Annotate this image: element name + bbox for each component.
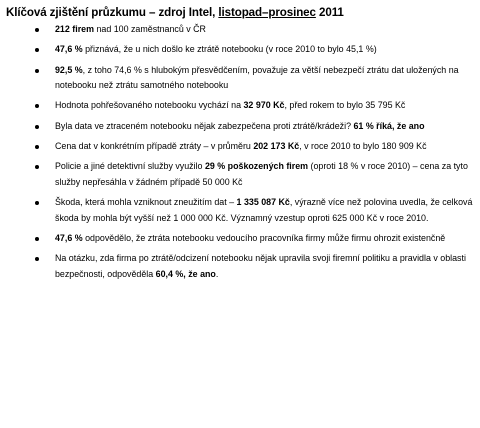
finding-text: Škoda, která mohla vzniknout zneužitím dat – [55,197,237,208]
finding-highlight: 60,4 %, že ano [155,268,216,279]
finding-text: , výrazně více než polovina uvedla, že celková škoda by mohla být vyšší než 1 000 000 Kč. Významný vzestup oproti 625 000 Kč v roce 2010. [55,197,473,223]
finding-item-1 [0,22,480,38]
finding-highlight: 92,5 % [55,64,83,75]
finding-highlight: 212 firem [55,24,94,34]
finding-highlight: 1 335 087 Kč [236,197,290,208]
finding-text: Policie a jiné detektivní služby využilo [55,161,205,172]
finding-item-6 [0,139,480,155]
finding-highlight: 47,6 % [55,44,83,55]
bullet-icon [35,48,39,52]
finding-text: přiznává, že u nich došlo ke ztrátě notebooku (v roce 2010 to bylo 45,1 %) [82,44,377,55]
finding-item-9 [0,231,480,247]
document-heading [6,6,344,19]
finding-item-3 [0,63,480,94]
finding-highlight: 61 % říká, že ano [353,120,425,131]
heading-source-prefix: – zdroj Intel, [145,6,219,19]
finding-text: Cena dat v konkrétním případě ztráty – v průměru [55,140,254,151]
bullet-icon [35,28,39,32]
finding-item-5 [0,119,480,135]
bullet-icon [35,201,39,205]
bullet-icon [35,145,39,149]
bullet-icon [35,165,39,169]
bullet-icon [35,257,39,261]
finding-item-7 [0,159,480,190]
bullet-icon [35,237,39,241]
finding-text: , z toho 74,6 % s hlubokým přesvědčením, považuje za větší nebezpečí ztrátu dat uložených na notebooku než ztrátu samotného notebooku [55,64,459,91]
finding-text: odpovědělo, že ztráta notebooku vedoucího pracovníka firmy může firmu ohrozit existenčně [82,232,446,243]
finding-item-4 [0,98,480,114]
findings-list [0,22,480,287]
finding-highlight: 29 % poškozených firem [204,161,309,172]
heading-title: Klíčová zjištění průzkumu [6,6,146,19]
finding-item-2 [0,42,480,58]
finding-text: , v roce 2010 to bylo 180 909 Kč [299,140,427,151]
finding-highlight: 47,6 % [55,232,83,243]
heading-source-year: 2011 [315,6,344,19]
bullet-icon [35,125,39,129]
bullet-icon [35,104,39,108]
finding-text: . [215,268,219,279]
bullet-icon [35,69,39,73]
finding-text: Byla data ve ztraceném notebooku nějak zabezpečena proti ztrátě/krádeži? [55,120,354,131]
finding-text: nad 100 zaměstnanců v ČR [93,24,206,34]
finding-highlight: 32 970 Kč [243,100,285,111]
finding-text: (oproti 18 % v roce 2010) – cena za tyto služby nepřesáhla v žádném případě 50 000 Kč [55,161,468,187]
heading-source-period: listopad–prosinec [218,6,316,19]
finding-item-8 [0,195,480,226]
finding-text: Na otázku, zda firma po ztrátě/odcizení notebooku nějak upravila svoji firemní politiku a pravidla v oblasti bezpečnosti, odpověděla [55,253,466,279]
finding-highlight: 202 173 Kč [253,140,300,151]
finding-text: , před rokem to bylo 35 795 Kč [284,100,406,111]
finding-text: Hodnota pohřešovaného notebooku vychází na [55,100,244,111]
finding-item-10 [0,251,480,282]
